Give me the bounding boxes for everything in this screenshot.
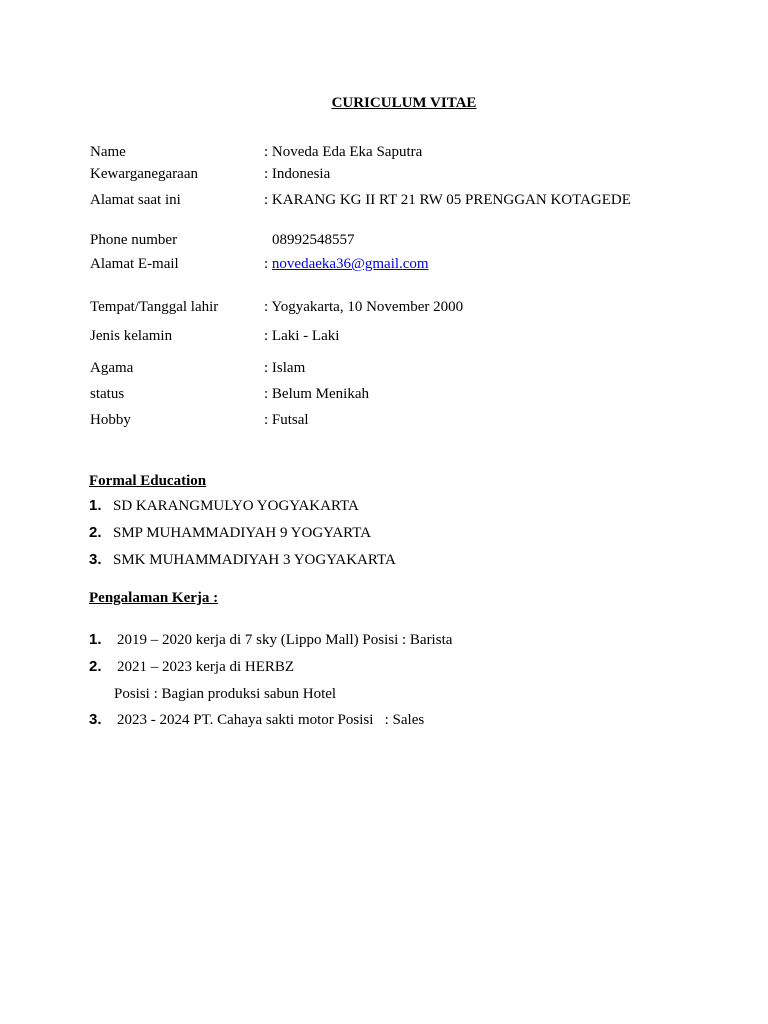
work-item-position: Posisi : Bagian produksi sabun Hotel: [114, 686, 337, 702]
email-prefix: :: [264, 256, 272, 272]
education-number: 2.: [89, 524, 102, 541]
label-status: status: [90, 386, 125, 402]
label-name: Name: [90, 144, 126, 160]
value-status: : Belum Menikah: [264, 386, 369, 402]
education-heading: Formal Education: [89, 473, 207, 489]
label-religion: Agama: [90, 360, 134, 376]
label-address: Alamat saat ini: [90, 192, 181, 208]
label-phone: Phone number: [90, 232, 178, 248]
email-link[interactable]: novedaeka36@gmail.com: [271, 256, 429, 272]
label-email: Alamat E-mail: [90, 256, 179, 272]
value-address: : KARANG KG II RT 21 RW 05 PRENGGAN KOTAGEDE: [264, 192, 631, 208]
value-religion: : Islam: [264, 360, 306, 376]
value-birth: : Yogyakarta, 10 November 2000: [264, 299, 464, 315]
work-item: 2021 – 2023 kerja di HERBZ: [117, 659, 295, 675]
education-item: SMK MUHAMMADIYAH 3 YOGYAKARTA: [113, 552, 396, 568]
value-gender: : Laki - Laki: [264, 328, 340, 344]
value-nationality: : Indonesia: [264, 166, 331, 182]
work-item: 2023 - 2024 PT. Cahaya sakti motor Posisi : Sales: [117, 712, 425, 728]
education-number: 1.: [89, 497, 102, 514]
value-name: : Noveda Eda Eka Saputra: [264, 144, 423, 160]
education-item: SMP MUHAMMADIYAH 9 YOGYARTA: [113, 525, 372, 541]
value-hobby: : Futsal: [264, 412, 309, 428]
value-phone: 08992548557: [272, 232, 355, 248]
label-hobby: Hobby: [90, 412, 131, 428]
value-email: [264, 255, 429, 273]
work-number: 2.: [89, 658, 102, 675]
work-item: 2019 – 2020 kerja di 7 sky (Lippo Mall) Posisi : Barista: [117, 632, 453, 648]
education-number: 3.: [89, 551, 102, 568]
work-number: 1.: [89, 631, 102, 648]
label-gender: Jenis kelamin: [90, 328, 173, 344]
work-heading: Pengalaman Kerja :: [89, 590, 219, 606]
work-number: 3.: [89, 711, 102, 728]
page-title: CURICULUM VITAE: [331, 95, 477, 111]
education-item: SD KARANGMULYO YOGYAKARTA: [113, 498, 359, 514]
label-birth: Tempat/Tanggal lahir: [90, 299, 219, 315]
label-nationality: Kewarganegaraan: [90, 166, 198, 182]
